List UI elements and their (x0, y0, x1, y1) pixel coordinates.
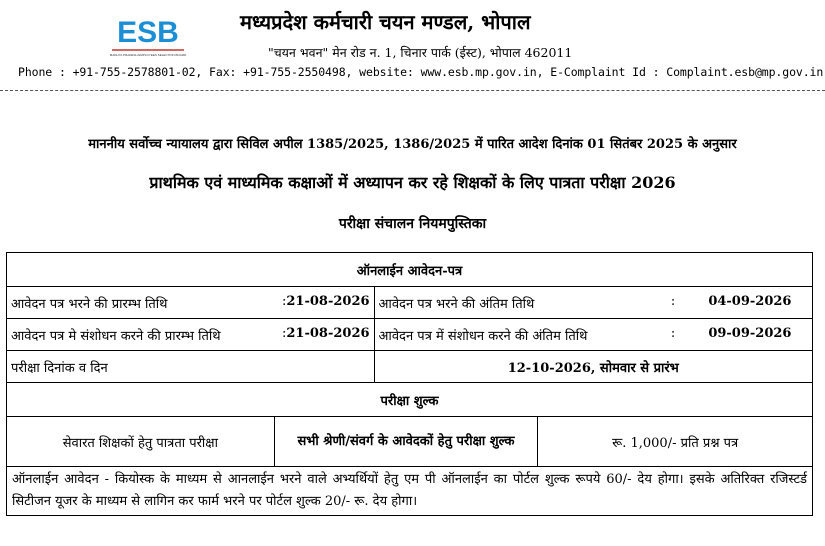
schedule-table (6, 252, 813, 516)
portal-fee-note: ऑनलाईन आवेदन - कियोस्क के माध्यम से आनलाईन भरने वाले अभ्यर्थियों हेतु एम पी ऑनलाईन का पोर्टल शुल्क रूपये 60/- देय होगा। इसके अतिरिक्त रजिस्टर्ड सिटीजन यूजर के माध्यम से लागिन कर फार्म भरने पर पोर्टल शुल्क 20/- रू. देय होगा। (7, 467, 813, 516)
start-date-label: आवेदन पत्र भरने की प्रारम्भ तिथि (11, 296, 168, 312)
table-row (7, 467, 813, 516)
svg-text:ESB: ESB (117, 16, 179, 49)
manual-title: परीक्षा संचालन नियमपुस्तिका (338, 216, 487, 232)
online-form-heading: ऑनलाईन आवेदन-पत्र (7, 253, 813, 287)
end-date-value: 04-09-2026 (708, 293, 792, 309)
fee-heading: परीक्षा शुल्क (7, 383, 813, 417)
correction-start-label: आवेदन पत्र मे संशोधन करने की प्रारम्भ तिथि (11, 328, 221, 344)
exam-date-value: 12-10-2026, सोमवार से प्रारंभ (374, 351, 812, 383)
online-form-heading-row (7, 253, 813, 287)
fee-exam-name: सेवारत शिक्षकों हेतु पात्रता परीक्षा (7, 417, 275, 467)
esb-logo (108, 14, 188, 58)
correction-end-value: 09-09-2026 (708, 325, 792, 341)
court-order-heading: माननीय सर्वोच्च न्यायालय द्वारा सिविल अपील 1385/2025, 1386/2025 में पारित आदेश दिनांक 01 सितंबर 2025 के अनुसार (88, 137, 737, 152)
table-row: आवेदन पत्र भरने की प्रारम्भ तिथि :21-08-2026 आवेदन पत्र भरने की अंतिम तिथि : 04-09-2026 (7, 287, 813, 319)
table-row (7, 417, 813, 467)
fee-category: सभी श्रेणी/संवर्ग के आवेदकों हेतु परीक्षा शुल्क (274, 417, 538, 467)
table-row (7, 351, 813, 383)
exam-date-label: परीक्षा दिनांक व दिन (7, 351, 375, 383)
end-date-label: आवेदन पत्र भरने की अंतिम तिथि (378, 296, 535, 312)
correction-start-value: 21-08-2026 (286, 325, 370, 341)
fee-heading-row (7, 383, 813, 417)
fee-amount: रू. 1,000/- प्रति प्रश्न पत्र (538, 417, 813, 467)
start-date-value: 21-08-2026 (286, 293, 370, 309)
correction-end-label: आवेदन पत्र में संशोधन करने की अंतिम तिथि (378, 328, 588, 344)
org-address: "चयन भवन" मेन रोड न. 1, चिनार पार्क (ईस्ट), भोपाल 462011 (268, 45, 573, 60)
org-title: मध्यप्रदेश कर्मचारी चयन मण्डल, भोपाल (240, 10, 531, 34)
header-divider (0, 90, 825, 91)
contact-line: Phone : +91-755-2578801-02, Fax: +91-755-2550498, website: www.esb.mp.gov.in, E-Complaint Id : Complaint.esb@mp.gov.in (18, 65, 824, 79)
svg-text:MADHYA PRADESH EMPLOYEES SELEC: MADHYA PRADESH EMPLOYEES SELECTION BOARD (109, 53, 187, 57)
table-row: आवेदन पत्र मे संशोधन करने की प्रारम्भ तिथि :21-08-2026 आवेदन पत्र में संशोधन करने की अंतिम तिथि : 09-09-2026 (7, 319, 813, 351)
exam-title: प्राथमिक एवं माध्यमिक कक्षाओं में अध्यापन कर रहे शिक्षकों के लिए पात्रता परीक्षा 2026 (149, 173, 676, 192)
